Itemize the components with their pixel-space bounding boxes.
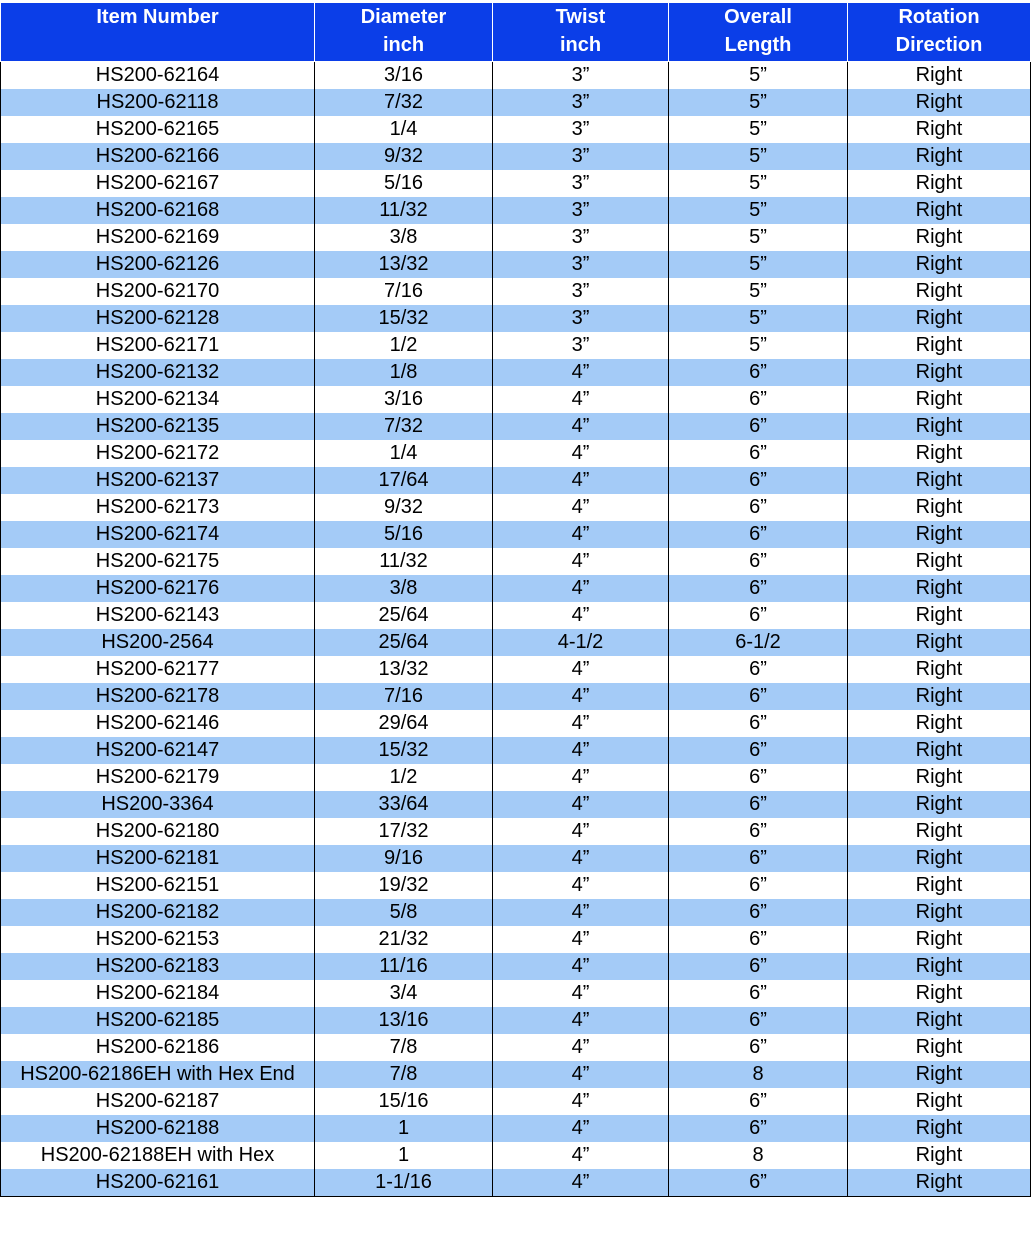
twist-cell: 4” [493, 440, 669, 467]
rotation-direction-cell: Right [848, 440, 1031, 467]
rotation-direction-cell: Right [848, 251, 1031, 278]
item-number-cell: HS200-62170 [1, 278, 315, 305]
item-number-cell: HS200-62147 [1, 737, 315, 764]
table-row [1, 980, 1031, 1007]
twist-cell: 3” [493, 278, 669, 305]
item-number-cell: HS200-62168 [1, 197, 315, 224]
overall-length-cell: 6” [669, 1034, 848, 1061]
overall-length-cell: 6” [669, 413, 848, 440]
table-row [1, 1088, 1031, 1115]
twist-cell: 3” [493, 116, 669, 143]
rotation-direction-cell: Right [848, 224, 1031, 251]
twist-cell: 4” [493, 1142, 669, 1169]
table-row [1, 305, 1031, 332]
overall-length-cell: 6-1/2 [669, 629, 848, 656]
table-row [1, 224, 1031, 251]
twist-cell: 4” [493, 1061, 669, 1088]
diameter-cell: 1-1/16 [315, 1169, 493, 1197]
rotation-direction-cell: Right [848, 548, 1031, 575]
twist-cell: 3” [493, 251, 669, 278]
twist-cell: 4” [493, 359, 669, 386]
overall-length-cell: 6” [669, 953, 848, 980]
column-header-diameter [315, 2, 493, 62]
table-row [1, 89, 1031, 116]
diameter-cell: 1 [315, 1115, 493, 1142]
diameter-cell: 13/32 [315, 251, 493, 278]
twist-cell: 4” [493, 737, 669, 764]
diameter-cell: 3/16 [315, 62, 493, 90]
table-row [1, 548, 1031, 575]
twist-cell: 3” [493, 89, 669, 116]
twist-cell: 4” [493, 494, 669, 521]
table-row [1, 1007, 1031, 1034]
rotation-direction-cell: Right [848, 332, 1031, 359]
rotation-direction-cell: Right [848, 1115, 1031, 1142]
overall-length-cell: 6” [669, 467, 848, 494]
twist-cell: 4” [493, 818, 669, 845]
rotation-direction-cell: Right [848, 629, 1031, 656]
header-row [1, 2, 1031, 62]
header-line: Direction [895, 34, 983, 56]
diameter-cell: 7/16 [315, 683, 493, 710]
twist-cell: 4” [493, 1169, 669, 1197]
table-row [1, 791, 1031, 818]
rotation-direction-cell: Right [848, 818, 1031, 845]
overall-length-cell: 6” [669, 791, 848, 818]
diameter-cell: 15/16 [315, 1088, 493, 1115]
diameter-cell: 5/16 [315, 521, 493, 548]
overall-length-cell: 6” [669, 818, 848, 845]
item-number-cell: HS200-62179 [1, 764, 315, 791]
item-number-cell: HS200-62167 [1, 170, 315, 197]
item-number-cell: HS200-62185 [1, 1007, 315, 1034]
diameter-cell: 3/8 [315, 224, 493, 251]
twist-cell: 4” [493, 926, 669, 953]
table-row [1, 197, 1031, 224]
twist-cell: 3” [493, 143, 669, 170]
diameter-cell: 1/4 [315, 116, 493, 143]
table-row [1, 845, 1031, 872]
overall-length-cell: 6” [669, 845, 848, 872]
item-number-cell: HS200-2564 [1, 629, 315, 656]
item-number-cell: HS200-62143 [1, 602, 315, 629]
rotation-direction-cell: Right [848, 953, 1031, 980]
column-header-rotation-direction [848, 2, 1031, 62]
diameter-cell: 7/8 [315, 1034, 493, 1061]
overall-length-cell: 6” [669, 656, 848, 683]
twist-cell: 4” [493, 764, 669, 791]
rotation-direction-cell: Right [848, 143, 1031, 170]
diameter-cell: 7/8 [315, 1061, 493, 1088]
overall-length-cell: 5” [669, 224, 848, 251]
table-row [1, 1061, 1031, 1088]
table-row [1, 170, 1031, 197]
rotation-direction-cell: Right [848, 872, 1031, 899]
diameter-cell: 17/64 [315, 467, 493, 494]
diameter-cell: 3/8 [315, 575, 493, 602]
table-row [1, 629, 1031, 656]
item-number-cell: HS200-62151 [1, 872, 315, 899]
twist-cell: 4” [493, 899, 669, 926]
rotation-direction-cell: Right [848, 494, 1031, 521]
twist-cell: 4” [493, 548, 669, 575]
diameter-cell: 9/16 [315, 845, 493, 872]
diameter-cell: 17/32 [315, 818, 493, 845]
overall-length-cell: 6” [669, 1007, 848, 1034]
item-number-cell: HS200-62146 [1, 710, 315, 737]
twist-cell: 4” [493, 602, 669, 629]
table-row [1, 494, 1031, 521]
table-row [1, 386, 1031, 413]
diameter-cell: 11/32 [315, 197, 493, 224]
table-row [1, 926, 1031, 953]
twist-cell: 4” [493, 953, 669, 980]
item-number-cell: HS200-62173 [1, 494, 315, 521]
twist-cell: 3” [493, 305, 669, 332]
overall-length-cell: 6” [669, 710, 848, 737]
diameter-cell: 25/64 [315, 602, 493, 629]
diameter-cell: 15/32 [315, 305, 493, 332]
table-row [1, 953, 1031, 980]
rotation-direction-cell: Right [848, 1088, 1031, 1115]
overall-length-cell: 5” [669, 62, 848, 90]
twist-cell: 3” [493, 332, 669, 359]
diameter-cell: 33/64 [315, 791, 493, 818]
table-row [1, 413, 1031, 440]
item-number-cell: HS200-62184 [1, 980, 315, 1007]
overall-length-cell: 6” [669, 1115, 848, 1142]
rotation-direction-cell: Right [848, 1034, 1031, 1061]
rotation-direction-cell: Right [848, 602, 1031, 629]
overall-length-cell: 8 [669, 1061, 848, 1088]
overall-length-cell: 6” [669, 386, 848, 413]
item-number-cell: HS200-62169 [1, 224, 315, 251]
item-number-cell: HS200-62161 [1, 1169, 315, 1197]
column-header-overall-length [669, 2, 848, 62]
twist-cell: 4” [493, 656, 669, 683]
twist-cell: 4” [493, 386, 669, 413]
overall-length-cell: 6” [669, 575, 848, 602]
diameter-cell: 1/2 [315, 764, 493, 791]
twist-cell: 4” [493, 521, 669, 548]
item-number-cell: HS200-62183 [1, 953, 315, 980]
diameter-cell: 3/16 [315, 386, 493, 413]
rotation-direction-cell: Right [848, 683, 1031, 710]
rotation-direction-cell: Right [848, 467, 1031, 494]
item-number-cell: HS200-62164 [1, 62, 315, 90]
diameter-cell: 19/32 [315, 872, 493, 899]
overall-length-cell: 5” [669, 89, 848, 116]
item-number-cell: HS200-62176 [1, 575, 315, 602]
header-line: Overall [724, 6, 792, 28]
overall-length-cell: 5” [669, 143, 848, 170]
diameter-cell: 1/8 [315, 359, 493, 386]
table-row [1, 440, 1031, 467]
twist-cell: 3” [493, 62, 669, 90]
diameter-cell: 11/16 [315, 953, 493, 980]
table-row [1, 251, 1031, 278]
overall-length-cell: 6” [669, 440, 848, 467]
rotation-direction-cell: Right [848, 413, 1031, 440]
twist-cell: 4” [493, 791, 669, 818]
twist-cell: 4-1/2 [493, 629, 669, 656]
table-row [1, 737, 1031, 764]
column-header-item-number [1, 2, 315, 62]
table-row [1, 656, 1031, 683]
rotation-direction-cell: Right [848, 710, 1031, 737]
rotation-direction-cell: Right [848, 278, 1031, 305]
rotation-direction-cell: Right [848, 170, 1031, 197]
overall-length-cell: 6” [669, 521, 848, 548]
column-header-twist [493, 2, 669, 62]
item-number-cell: HS200-62165 [1, 116, 315, 143]
rotation-direction-cell: Right [848, 62, 1031, 90]
diameter-cell: 3/4 [315, 980, 493, 1007]
overall-length-cell: 5” [669, 278, 848, 305]
item-number-cell: HS200-62166 [1, 143, 315, 170]
header-line: Item Number [96, 6, 219, 28]
table-row [1, 683, 1031, 710]
rotation-direction-cell: Right [848, 359, 1031, 386]
item-number-cell: HS200-62180 [1, 818, 315, 845]
overall-length-cell: 6” [669, 764, 848, 791]
diameter-cell: 13/16 [315, 1007, 493, 1034]
diameter-cell: 13/32 [315, 656, 493, 683]
table-row [1, 1142, 1031, 1169]
item-number-cell: HS200-62135 [1, 413, 315, 440]
rotation-direction-cell: Right [848, 116, 1031, 143]
twist-cell: 4” [493, 1007, 669, 1034]
item-number-cell: HS200-62175 [1, 548, 315, 575]
table-row [1, 899, 1031, 926]
rotation-direction-cell: Right [848, 845, 1031, 872]
table-row [1, 62, 1031, 90]
diameter-cell: 9/32 [315, 494, 493, 521]
twist-cell: 4” [493, 710, 669, 737]
table-row [1, 1034, 1031, 1061]
item-number-cell: HS200-62128 [1, 305, 315, 332]
table-row [1, 521, 1031, 548]
header-line: Rotation [898, 6, 980, 28]
twist-cell: 3” [493, 170, 669, 197]
twist-cell: 4” [493, 467, 669, 494]
item-number-cell: HS200-62188EH with Hex [1, 1142, 315, 1169]
item-number-cell: HS200-62181 [1, 845, 315, 872]
rotation-direction-cell: Right [848, 656, 1031, 683]
diameter-cell: 1/2 [315, 332, 493, 359]
diameter-cell: 25/64 [315, 629, 493, 656]
overall-length-cell: 6” [669, 548, 848, 575]
rotation-direction-cell: Right [848, 899, 1031, 926]
twist-cell: 4” [493, 575, 669, 602]
rotation-direction-cell: Right [848, 1169, 1031, 1197]
twist-cell: 4” [493, 1088, 669, 1115]
table-row [1, 872, 1031, 899]
header-line: inch [382, 34, 425, 56]
overall-length-cell: 6” [669, 737, 848, 764]
table-row [1, 1169, 1031, 1197]
overall-length-cell: 5” [669, 332, 848, 359]
diameter-cell: 21/32 [315, 926, 493, 953]
rotation-direction-cell: Right [848, 737, 1031, 764]
rotation-direction-cell: Right [848, 764, 1031, 791]
overall-length-cell: 5” [669, 170, 848, 197]
twist-cell: 4” [493, 872, 669, 899]
table-row [1, 602, 1031, 629]
table-row [1, 764, 1031, 791]
rotation-direction-cell: Right [848, 575, 1031, 602]
item-number-cell: HS200-62187 [1, 1088, 315, 1115]
twist-cell: 3” [493, 197, 669, 224]
diameter-cell: 29/64 [315, 710, 493, 737]
item-number-cell: HS200-3364 [1, 791, 315, 818]
header-line: Length [724, 34, 792, 56]
twist-cell: 4” [493, 683, 669, 710]
table-row [1, 359, 1031, 386]
table-row [1, 332, 1031, 359]
diameter-cell: 9/32 [315, 143, 493, 170]
table-row [1, 143, 1031, 170]
item-number-cell: HS200-62137 [1, 467, 315, 494]
twist-cell: 4” [493, 845, 669, 872]
item-number-cell: HS200-62174 [1, 521, 315, 548]
diameter-cell: 11/32 [315, 548, 493, 575]
overall-length-cell: 6” [669, 683, 848, 710]
item-number-cell: HS200-62178 [1, 683, 315, 710]
header-line: Diameter [360, 6, 447, 28]
diameter-cell: 15/32 [315, 737, 493, 764]
header-line: Twist [555, 6, 606, 28]
diameter-cell: 5/16 [315, 170, 493, 197]
table-row [1, 116, 1031, 143]
overall-length-cell: 6” [669, 980, 848, 1007]
header-line: inch [559, 34, 602, 56]
table-row [1, 278, 1031, 305]
table-row [1, 575, 1031, 602]
rotation-direction-cell: Right [848, 926, 1031, 953]
overall-length-cell: 8 [669, 1142, 848, 1169]
diameter-cell: 7/32 [315, 413, 493, 440]
rotation-direction-cell: Right [848, 521, 1031, 548]
diameter-cell: 7/16 [315, 278, 493, 305]
rotation-direction-cell: Right [848, 1061, 1031, 1088]
twist-cell: 4” [493, 1115, 669, 1142]
item-number-cell: HS200-62171 [1, 332, 315, 359]
twist-cell: 3” [493, 224, 669, 251]
item-number-cell: HS200-62177 [1, 656, 315, 683]
item-number-cell: HS200-62182 [1, 899, 315, 926]
overall-length-cell: 6” [669, 872, 848, 899]
item-number-cell: HS200-62153 [1, 926, 315, 953]
overall-length-cell: 5” [669, 116, 848, 143]
rotation-direction-cell: Right [848, 1007, 1031, 1034]
rotation-direction-cell: Right [848, 197, 1031, 224]
overall-length-cell: 6” [669, 602, 848, 629]
item-number-cell: HS200-62118 [1, 89, 315, 116]
table-row [1, 467, 1031, 494]
twist-cell: 4” [493, 413, 669, 440]
rotation-direction-cell: Right [848, 1142, 1031, 1169]
rotation-direction-cell: Right [848, 980, 1031, 1007]
diameter-cell: 1 [315, 1142, 493, 1169]
table-header [1, 2, 1031, 62]
table-body [1, 62, 1031, 1197]
twist-cell: 4” [493, 980, 669, 1007]
overall-length-cell: 5” [669, 305, 848, 332]
diameter-cell: 5/8 [315, 899, 493, 926]
rotation-direction-cell: Right [848, 305, 1031, 332]
overall-length-cell: 6” [669, 899, 848, 926]
overall-length-cell: 6” [669, 359, 848, 386]
overall-length-cell: 6” [669, 494, 848, 521]
diameter-cell: 7/32 [315, 89, 493, 116]
rotation-direction-cell: Right [848, 386, 1031, 413]
item-number-cell: HS200-62186 [1, 1034, 315, 1061]
item-number-cell: HS200-62172 [1, 440, 315, 467]
overall-length-cell: 5” [669, 251, 848, 278]
twist-cell: 4” [493, 1034, 669, 1061]
table-row [1, 710, 1031, 737]
overall-length-cell: 5” [669, 197, 848, 224]
diameter-cell: 1/4 [315, 440, 493, 467]
rotation-direction-cell: Right [848, 89, 1031, 116]
table-row [1, 1115, 1031, 1142]
rotation-direction-cell: Right [848, 791, 1031, 818]
table-row [1, 818, 1031, 845]
item-number-cell: HS200-62188 [1, 1115, 315, 1142]
item-number-cell: HS200-62126 [1, 251, 315, 278]
overall-length-cell: 6” [669, 926, 848, 953]
item-number-cell: HS200-62132 [1, 359, 315, 386]
overall-length-cell: 6” [669, 1169, 848, 1197]
item-number-cell: HS200-62186EH with Hex End [1, 1061, 315, 1088]
item-number-cell: HS200-62134 [1, 386, 315, 413]
overall-length-cell: 6” [669, 1088, 848, 1115]
